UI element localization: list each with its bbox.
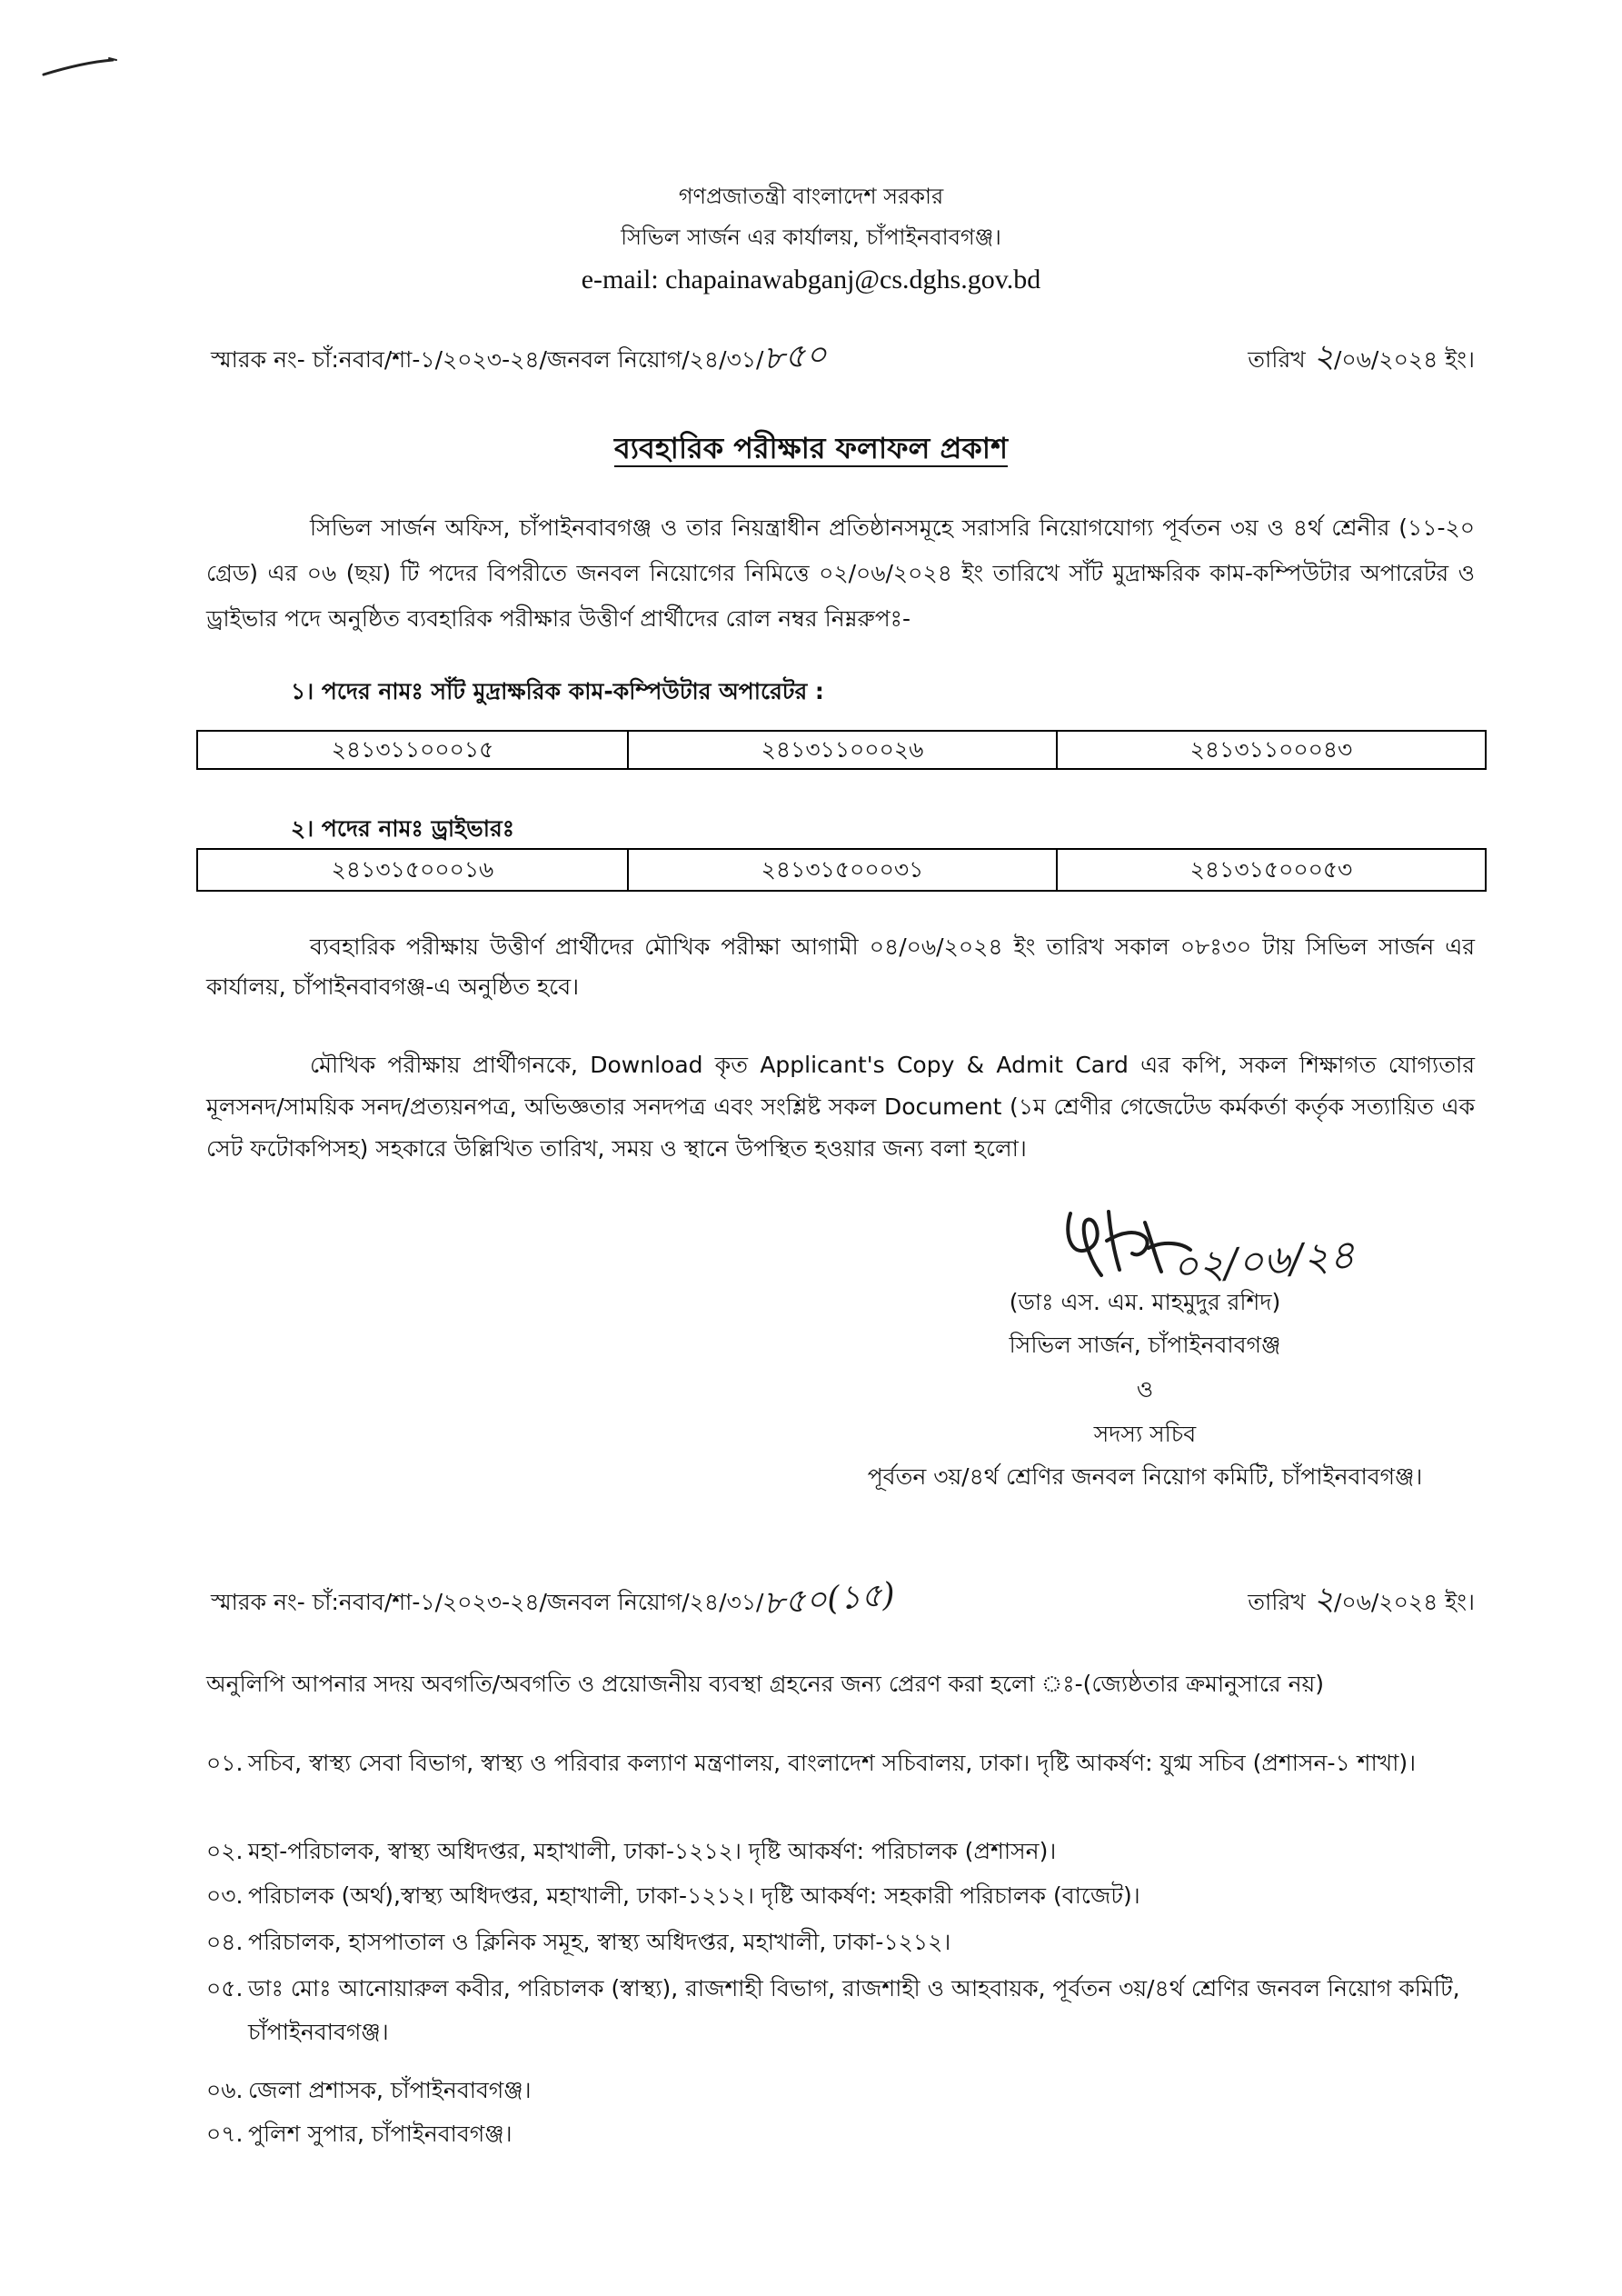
copy-item-text: পরিচালক (অর্থ),স্বাস্থ্য অধিদপ্তর, মহাখালী, ঢাকা-১২১২। দৃষ্টি আকর্ষণ: সহকারী পরিচালক (বাজেট)। <box>248 1882 1140 1909</box>
copy-item-number: ০১. <box>206 1750 244 1776</box>
results-table-driver <box>196 848 1487 892</box>
roll-cell: ২৪১৩১১০০০২৬ <box>627 732 1056 768</box>
signatory-name: (ডাঃ এস. এম. মাহমুদুর রশিদ) <box>1009 1289 1281 1315</box>
copy-item-text: জেলা প্রশাসক, চাঁপাইনবাবগঞ্জ। <box>248 2077 532 2103</box>
memo-reference: স্মারক নং- চাঁ:নবাব/শা-১/২০২৩-২৪/জনবল নিয়োগ/২৪/৩১/ <box>211 345 764 373</box>
copy-item-number: ০৪. <box>206 1929 244 1955</box>
signatory-designation: সিভিল সার্জন, চাঁপাইনবাবগঞ্জ <box>1009 1332 1281 1358</box>
copy-item-number: ০৩. <box>206 1882 244 1909</box>
copy-list-item <box>206 1742 1475 1785</box>
notice-title: ব্যবহারিক পরীক্ষার ফলাফল প্রকাশ <box>613 431 1009 465</box>
roll-cell: ২৪১৩১৫০০০৫৩ <box>1056 850 1485 890</box>
copy-intro: অনুলিপি আপনার সদয় অবগতি/অবগতি ও প্রয়োজনীয় ব্যবস্থা গ্রহনের জন্য প্রেরণ করা হলো ঃ-(জ্যেষ্ঠতার ক্রমানুসারে নয়) <box>206 1671 1324 1697</box>
section-heading-operator: ১। পদের নামঃ সাঁট মুদ্রাক্ষরিক কাম-কম্পিউটার অপারেটর : <box>291 678 824 704</box>
copy-list-item <box>206 1830 1475 1873</box>
memo-date-group <box>1248 334 1475 383</box>
copy-list-item <box>206 1921 1475 1964</box>
memo-reference-handwritten-number: ৮৫০(১৫) <box>762 1575 897 1622</box>
copy-item-text: ডাঃ মোঃ আনোয়ারুল কবীর, পরিচালক (স্বাস্থ্য), রাজশাহী বিভাগ, রাজশাহী ও আহবায়ক, পূর্বতন ৩য়/৪র্থ শ্রেণির জনবল নিয়োগ কমিটি, চাঁপাইনবাবগঞ্জ। <box>248 1975 1460 2045</box>
copy-list-item <box>206 1874 1475 1918</box>
memo-line-copy <box>211 1575 1475 1623</box>
intro-paragraph: সিভিল সার্জন অফিস, চাঁপাইনবাবগঞ্জ ও তার নিয়ন্ত্রাধীন প্রতিষ্ঠানসমূহে সরাসরি নিয়োগযোগ্য পূর্বতন ৩য় ও ৪র্থ শ্রেনীর (১১-২০ গ্রেড) এর ০৬ (ছয়) টি পদের বিপরীতে জনবল নিয়োগের নিমিত্তে ০২/০৬/২০২৪ ইং তারিখে সাঁট মুদ্রাক্ষরিক কাম-কম্পিউটার অপারেটর ও ড্রাইভার পদে অনুষ্ঠিত ব্যবহারিক পরীক্ষার উত্তীর্ণ প্রার্থীদের রোল নম্বর নিম্নরুপঃ- <box>206 514 1475 632</box>
copy-item-text: পরিচালক, হাসপাতাল ও ক্লিনিক সমূহ, স্বাস্থ্য অধিদপ্তর, মহাখালী, ঢাকা-১২১২। <box>248 1929 951 1955</box>
documents-paragraph: মৌখিক পরীক্ষায় প্রার্থীগনকে, Download কৃত Applicant's Copy & Admit Card এর কপি, সকল শিক্ষাগত যোগ্যতার মূলসনদ/সাময়িক সনদ/প্রত্যয়নপত্র, অভিজ্ঞতার সনদপত্র এবং সংশ্লিষ্ট সকল Document (১ম শ্রেণীর গেজেটেড কর্মকর্তা কর্তৃক সত্যায়িত এক সেট ফটোকপিসহ) সহকারে উল্লিখিত তারিখ, সময় ও স্থানে উপস্থিত হওয়ার জন্য বলা হলো। <box>206 1052 1475 1162</box>
memo-date-handwritten-day: ২ <box>1311 336 1336 376</box>
roll-cell: ২৪১৩১১০০০১৫ <box>331 736 494 763</box>
header-email: e-mail: chapainawabganj@cs.dghs.gov.bd <box>581 265 1041 294</box>
viva-paragraph: ব্যবহারিক পরীক্ষায় উত্তীর্ণ প্রার্থীদের মৌখিক পরীক্ষা আগামী ০৪/০৬/২০২৪ ইং তারিখ সকাল ০৮ঃ৩০ টায় সিভিল সার্জন এর কার্যালয়, চাঁপাইনবাবগঞ্জ-এ অনুষ্ঠিত হবে। <box>206 933 1475 1000</box>
roll-cell: ২৪১৩১৫০০০৩১ <box>627 850 1056 890</box>
copy-item-number: ০৫. <box>206 1975 244 2002</box>
copy-list-item <box>206 2112 1475 2156</box>
copy-item-text: পুলিশ সুপার, চাঁপাইনবাবগঞ্জ। <box>248 2121 512 2147</box>
copy-list-item <box>206 2069 1475 2112</box>
memo-date-group <box>1248 1577 1475 1625</box>
signature-handwritten-date: ০২/০৬/২৪ <box>1170 1232 1357 1291</box>
section-heading-driver: ২। পদের নামঃ ড্রাইভারঃ <box>291 815 515 842</box>
memo-reference-handwritten-number: ৮৫০ <box>762 335 829 377</box>
memo-date-label: তারিখ <box>1248 1588 1313 1615</box>
copy-item-number: ০৬. <box>206 2077 244 2103</box>
pen-stroke-mark <box>40 53 122 80</box>
copy-item-number: ০২. <box>206 1838 244 1864</box>
memo-line <box>211 335 1475 381</box>
copy-list-item <box>206 1967 1475 2054</box>
header-line-office: সিভিল সার্জন এর কার্যালয়, চাঁপাইনবাবগঞ্জ। <box>621 225 1001 250</box>
roll-cell: ২৪১৩১১০০০৪৩ <box>1056 732 1485 768</box>
roll-cell: ২৪১৩১৫০০০১৬ <box>331 856 494 883</box>
memo-reference-group <box>211 1577 895 1625</box>
memo-date-label: তারিখ <box>1248 345 1313 373</box>
copy-item-text: সচিব, স্বাস্থ্য সেবা বিভাগ, স্বাস্থ্য ও পরিবার কল্যাণ মন্ত্রণালয়, বাংলাদেশ সচিবালয়, ঢাকা। দৃষ্টি আকর্ষণ: যুগ্ম সচিব (প্রশাসন-১ শাখা)। <box>248 1750 1417 1776</box>
header-line-government: গণপ্রজাতন্ত্রী বাংলাদেশ সরকার <box>678 184 944 209</box>
results-table-operator <box>196 730 1487 770</box>
memo-date-rest: /০৬/২০২৪ ইং। <box>1334 345 1475 373</box>
signatory-committee: পূর্বতন ৩য়/৪র্থ শ্রেণির জনবল নিয়োগ কমিটি, চাঁপাইনবাবগঞ্জ। <box>867 1463 1423 1490</box>
memo-date-handwritten-day: ২ <box>1311 1579 1336 1619</box>
memo-date-rest: /০৬/২০২৪ ইং। <box>1334 1588 1475 1615</box>
memo-reference-group <box>211 334 828 383</box>
signatory-role: সদস্য সচিব <box>1093 1421 1197 1447</box>
copy-item-number: ০৭. <box>206 2121 244 2147</box>
copy-item-text: মহা-পরিচালক, স্বাস্থ্য অধিদপ্তর, মহাখালী, ঢাকা-১২১২। দৃষ্টি আকর্ষণ: পরিচালক (প্রশাসন)। <box>248 1838 1057 1864</box>
memo-reference: স্মারক নং- চাঁ:নবাব/শা-১/২০২৩-২৪/জনবল নিয়োগ/২৪/৩১/ <box>211 1588 764 1615</box>
signatory-conjunction: ও <box>1136 1376 1154 1403</box>
